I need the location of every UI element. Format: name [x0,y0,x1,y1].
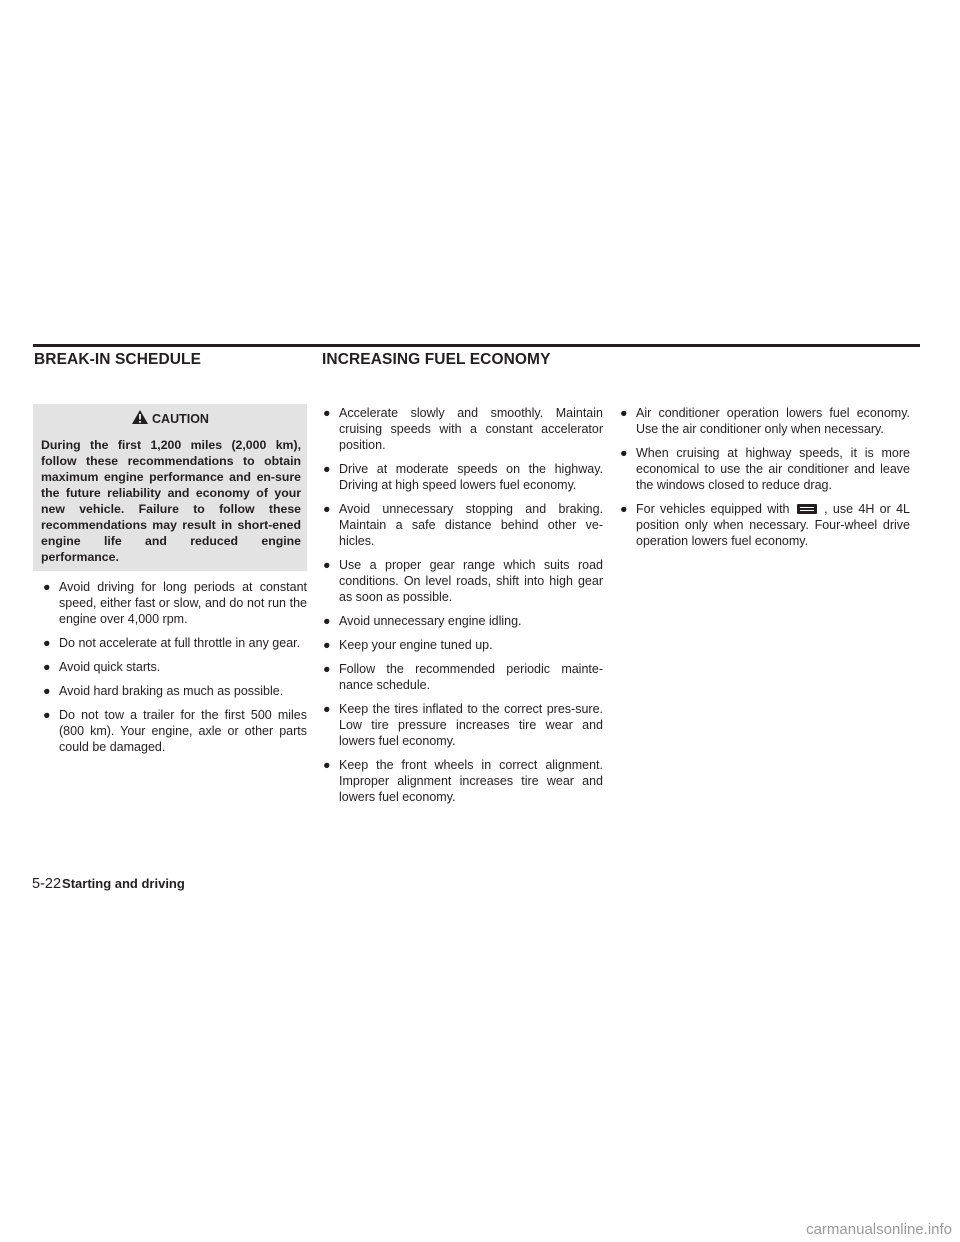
watermark: carmanualsonline.info [806,1221,952,1238]
fuel-economy-list-2 [620,405,910,493]
list-item [33,683,307,699]
bullet-icon: ● [43,684,51,698]
list-item [323,501,603,549]
list-item [33,707,307,755]
bullet-icon: ● [323,462,331,476]
list-item [323,557,603,605]
list-item-text: Keep your engine tuned up. [339,638,493,652]
caution-title [39,404,301,437]
list-item [620,445,910,493]
bullet-icon: ● [323,614,331,628]
caution-label: CAUTION [152,412,209,426]
fuel-economy-list-1 [323,405,603,805]
warning-icon [131,409,149,429]
list-item-text: Do not accelerate at full throttle in any gear. [59,636,301,650]
bullet-icon: ● [43,580,51,594]
list-item-text: Keep the tires inflated to the correct pres-sure. Low tire pressure increases tire wear and lowers fuel economy. [339,702,603,748]
fuel-economy-column-1 [323,405,603,813]
list-item [323,701,603,749]
list-item: ● For vehicles equipped with , use 4H or 4L position only when necessary. Four-wheel drive operation lowers fuel economy. [620,502,910,548]
list-item-text: Avoid quick starts. [59,660,161,674]
bullet-icon: ● [323,406,331,420]
bullet-icon: ● [620,502,628,516]
bullet-icon: ● [323,638,331,652]
section-title: Starting and driving [62,876,185,891]
list-item-text: Keep the front wheels in correct alignment. Improper alignment increases tire wear and lowers fuel economy. [339,758,603,804]
list-item-text: Do not tow a trailer for the first 500 miles (800 km). Your engine, axle or other parts could be damaged. [59,708,307,754]
page-number: 5-22 [32,876,62,892]
list-item [323,757,603,805]
list-item-text: Avoid unnecessary stopping and braking. Maintain a safe distance behind other ve-hicles. [339,502,603,548]
caution-text: During the first 1,200 miles (2,000 km), follow these recommendations to obtain maximum engine performance and en-sure the future reliability and economy of your new vehicle. Failure to follow these recommendations may result in short-ened engine life and reduced engine performance. [41,438,301,564]
bullet-icon: ● [620,446,628,460]
fuel-economy-list-4wd [620,501,910,549]
list-item-text: Avoid driving for long periods at constant speed, either fast or slow, and do not run the engine over 4,000 rpm. [59,580,307,626]
bullet-icon: ● [323,758,331,772]
list-item [323,461,603,493]
break-in-list [33,579,307,755]
list-item [323,661,603,693]
list-item [33,579,307,627]
break-in-heading: BREAK-IN SCHEDULE [34,351,202,368]
list-item [323,613,603,629]
list-item [323,637,603,653]
list-item-text: Avoid hard braking as much as possible. [59,684,284,698]
page-footer [32,876,185,892]
list-item-text: Air conditioner operation lowers fuel economy. Use the air conditioner only when necessary. [636,406,910,436]
fuel-economy-heading: INCREASING FUEL ECONOMY [322,351,551,368]
list-item-text: Use a proper gear range which suits road conditions. On level roads, shift into high gear as soon as possible. [339,558,603,604]
list-item [33,659,307,675]
bullet-icon: ● [620,406,628,420]
break-in-column [33,404,307,763]
list-item-text: Accelerate slowly and smoothly. Maintain cruising speeds with a constant accelerator position. [339,406,603,452]
list-item-text: When cruising at highway speeds, it is more economical to use the air conditioner and leave the windows closed to reduce drag. [636,446,910,492]
list-item [620,405,910,437]
bullet-icon: ● [323,702,331,716]
bullet-icon: ● [43,660,51,674]
fuel-economy-column-2 [620,405,910,557]
list-item [33,635,307,651]
list-item [323,405,603,453]
bullet-icon: ● [43,636,51,650]
header-rule [33,344,920,347]
caution-box [33,404,307,571]
list-item-text: Avoid unnecessary engine idling. [339,614,522,628]
bullet-icon: ● [323,502,331,516]
list-item-text: Follow the recommended periodic mainte-nance schedule. [339,662,603,692]
bullet-icon: ● [323,558,331,572]
bullet-icon: ● [43,708,51,722]
4x4-icon [797,504,817,514]
list-item-text: Drive at moderate speeds on the highway. Driving at high speed lowers fuel economy. [339,462,603,492]
bullet-icon: ● [323,662,331,676]
